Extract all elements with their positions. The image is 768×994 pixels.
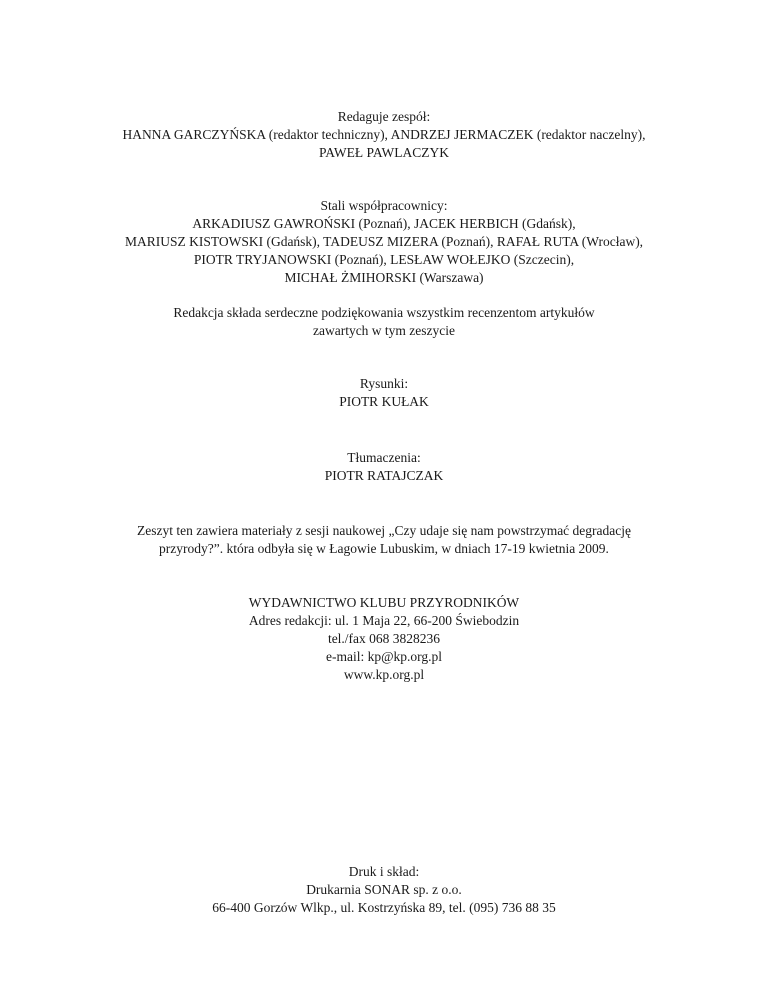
publisher-website: www.kp.org.pl <box>343 667 425 682</box>
printing-company: Drukarnia SONAR sp. z o.o. <box>306 882 462 897</box>
publisher-address: Adres redakcji: ul. 1 Maja 22, 66-200 Świebodzin <box>248 613 520 628</box>
editorial-team-heading: Redaguje zespół: <box>337 109 431 124</box>
printing-heading: Druk i skład: <box>348 864 420 879</box>
acknowledgement-line: zawartych w tym zeszycie <box>312 323 456 338</box>
editorial-team-section <box>0 108 768 162</box>
publisher-section <box>0 594 768 684</box>
issue-note-line: Zeszyt ten zawiera materiały z sesji naukowej „Czy udaje się nam powstrzymać degradację <box>136 523 632 538</box>
drawings-heading: Rysunki: <box>359 376 409 391</box>
translations-author: PIOTR RATAJCZAK <box>324 468 444 483</box>
collaborators-section <box>0 197 768 287</box>
collaborators-heading: Stali współpracownicy: <box>320 198 448 213</box>
printing-address: 66-400 Gorzów Wlkp., ul. Kostrzyńska 89, tel. (095) 736 88 35 <box>212 900 556 915</box>
acknowledgement-section <box>0 304 768 340</box>
issue-note-section <box>0 522 768 558</box>
collaborators-line: MICHAŁ ŻMIHORSKI (Warszawa) <box>284 270 484 285</box>
collaborators-line: MARIUSZ KISTOWSKI (Gdańsk), TADEUSZ MIZERA (Poznań), RAFAŁ RUTA (Wrocław), <box>124 234 644 249</box>
publisher-name: WYDAWNICTWO KLUBU PRZYRODNIKÓW <box>248 595 520 610</box>
publisher-email: e-mail: kp@kp.org.pl <box>325 649 443 664</box>
issue-note-line: przyrody?”. która odbyła się w Łagowie Lubuskim, w dniach 17-19 kwietnia 2009. <box>159 541 609 556</box>
printing-section <box>0 863 768 917</box>
editorial-team-members-continued: PAWEŁ PAWLACZYK <box>319 145 449 160</box>
acknowledgement-line: Redakcja składa serdeczne podziękowania wszystkim recenzentom artykułów <box>173 305 595 320</box>
translations-heading: Tłumaczenia: <box>347 450 421 465</box>
translations-section <box>0 449 768 485</box>
editorial-team-members: HANNA GARCZYŃSKA (redaktor techniczny), ANDRZEJ JERMACZEK (redaktor naczelny), <box>122 127 646 142</box>
drawings-author: PIOTR KUŁAK <box>339 394 429 409</box>
collaborators-line: PIOTR TRYJANOWSKI (Poznań), LESŁAW WOŁEJKO (Szczecin), <box>193 252 575 267</box>
publisher-phone: tel./fax 068 3828236 <box>327 631 441 646</box>
drawings-section <box>0 375 768 411</box>
collaborators-line: ARKADIUSZ GAWROŃSKI (Poznań), JACEK HERBICH (Gdańsk), <box>192 216 576 231</box>
